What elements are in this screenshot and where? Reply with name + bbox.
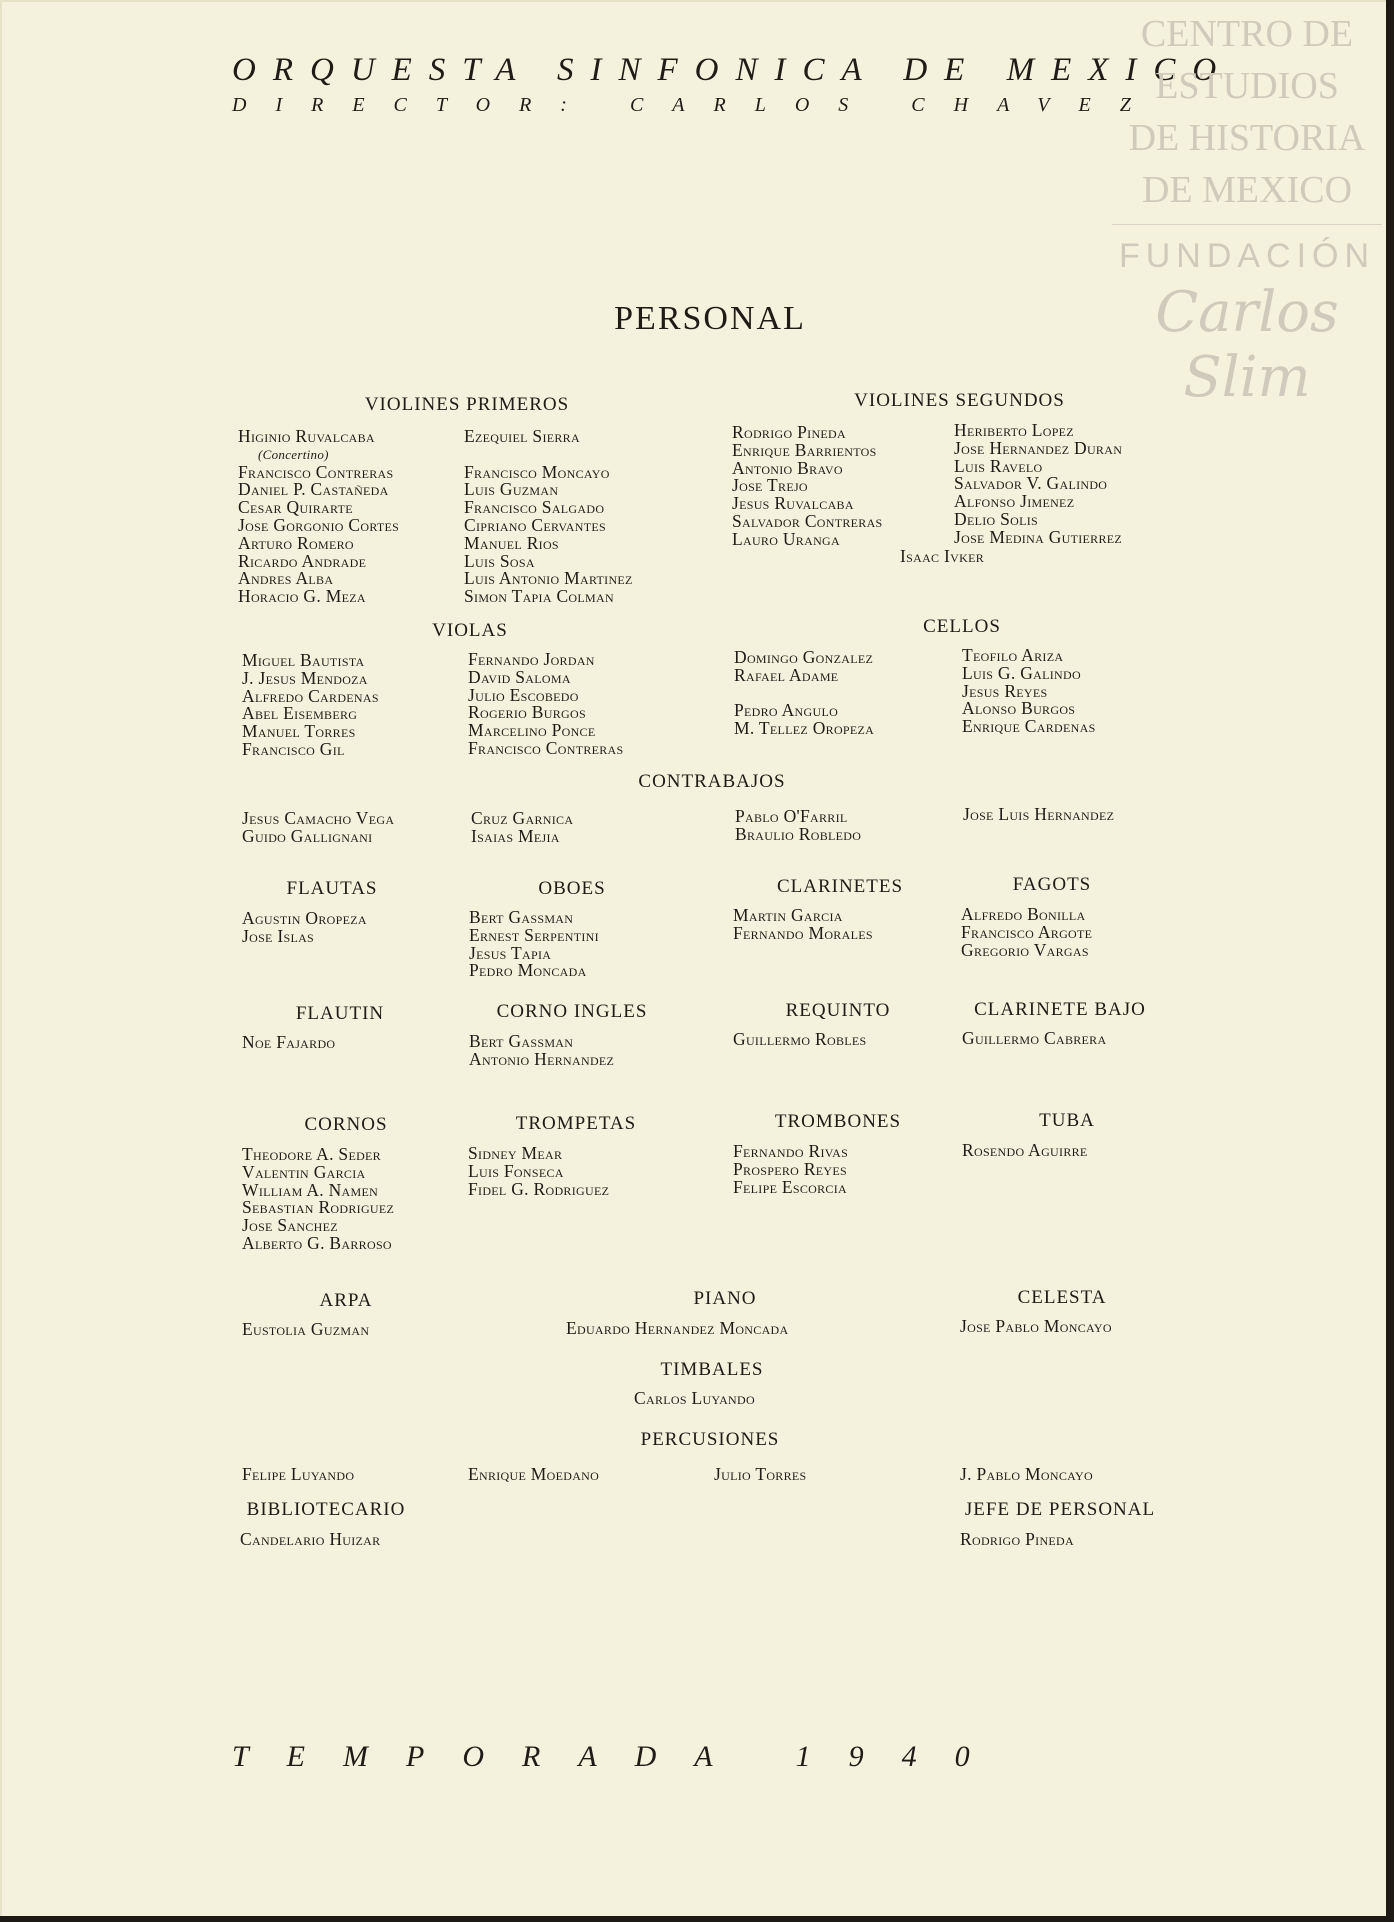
names-list <box>566 1320 788 1338</box>
musician-name: Enrique Cardenas <box>962 716 1096 737</box>
scan-edge-right <box>1386 0 1394 1922</box>
names-list <box>733 1031 866 1049</box>
section-title-violines-segundos: VIOLINES SEGUNDOS <box>854 390 1065 411</box>
musician-name: Jose Sanchez <box>242 1215 338 1236</box>
musician-name: Jose Pablo Moncayo <box>960 1316 1112 1336</box>
names-list <box>963 806 1114 824</box>
musician-name: Cesar Quirarte <box>238 497 353 518</box>
musician-name: Fidel G. Rodriguez <box>468 1178 610 1199</box>
percussion-name: Julio Torres <box>714 1464 807 1484</box>
musician-name: J. Jesus Mendoza <box>242 667 368 688</box>
musician-name: Antonio Hernandez <box>469 1048 615 1069</box>
musician-name: Luis Ravelo <box>954 455 1043 476</box>
section-title-tuba: TUBA <box>1039 1110 1095 1131</box>
musician-name: Braulio Robledo <box>735 823 862 844</box>
names-list <box>238 428 399 606</box>
musician-name: Fernando Jordan <box>468 649 595 669</box>
musician-name: Francisco Contreras <box>468 737 624 758</box>
musician-name: Domingo Gonzalez <box>734 647 874 667</box>
musician-name: Isaias Mejia <box>471 825 560 846</box>
musician-name: Rogerio Burgos <box>468 702 586 723</box>
director-line: DIRECTOR: CARLOS CHAVEZ <box>232 94 1160 116</box>
percussion-name: J. Pablo Moncayo <box>960 1464 1093 1484</box>
section-title-cornos: CORNOS <box>304 1114 388 1135</box>
names-list <box>242 1321 369 1339</box>
section-title-cellos: CELLOS <box>923 616 1001 637</box>
musician-name: Jesus Tapia <box>469 942 552 963</box>
percussion-name: Felipe Luyando <box>242 1464 355 1484</box>
musician-name: Noe Fajardo <box>242 1032 336 1052</box>
musician-name: Francisco Argote <box>961 921 1093 942</box>
names-list <box>732 424 883 549</box>
musician-name: Guillermo Robles <box>733 1029 867 1049</box>
musician-name: Andres Alba <box>238 568 334 589</box>
musician-name: Antonio Bravo <box>732 457 843 478</box>
musician-name: Horacio G. Meza <box>238 586 366 607</box>
musician-name: Pedro Angulo <box>734 700 839 721</box>
watermark-fundacion: FUNDACIÓN <box>1118 237 1376 275</box>
section-title-oboes: OBOES <box>538 878 606 899</box>
names-list <box>242 910 367 946</box>
names-list <box>733 1143 848 1196</box>
musician-name: Rafael Adame <box>734 664 839 685</box>
musician-name: Alfredo Cardenas <box>242 685 379 706</box>
musician-name: Pablo O'Farril <box>735 806 848 826</box>
musician-name: Candelario Huizar <box>240 1529 381 1549</box>
musician-name: Bert Gassman <box>469 1031 574 1051</box>
names-list <box>962 647 1096 736</box>
musician-name: Francisco Moncayo <box>464 461 610 482</box>
names-list <box>242 810 394 846</box>
isaac-ivker: Isaac Ivker <box>900 546 985 566</box>
musician-name: Francisco Salgado <box>464 497 605 518</box>
section-title-violas: VIOLAS <box>432 620 508 641</box>
section-title-fagots: FAGOTS <box>1012 874 1092 895</box>
musician-name: Carlos Luyando <box>634 1388 755 1408</box>
names-list <box>733 907 873 943</box>
musician-name: Guido Gallignani <box>242 825 373 846</box>
section-title-corno-ingles: CORNO INGLES <box>496 1001 648 1022</box>
musician-name: Felipe Escorcia <box>733 1176 847 1197</box>
musician-name: Ricardo Andrade <box>238 550 367 571</box>
musician-name: Alberto G. Barroso <box>242 1232 392 1253</box>
musician-name: Eustolia Guzman <box>242 1319 370 1339</box>
names-list <box>471 810 573 846</box>
section-title-piano: PIANO <box>693 1288 757 1309</box>
musician-name: Jose Hernandez Duran <box>954 437 1123 458</box>
names-list <box>468 651 624 758</box>
musician-name: Luis Sosa <box>464 550 535 571</box>
names-list <box>464 428 633 606</box>
section-title-arpa: ARPA <box>319 1290 373 1311</box>
musician-name: Alfonso Jimenez <box>954 491 1075 512</box>
musician-name: Jose Trejo <box>732 475 808 496</box>
musician-name: Agustin Oropeza <box>242 908 367 928</box>
musician-name: Eduardo Hernandez Moncada <box>566 1318 789 1338</box>
personal-heading: PERSONAL <box>614 300 806 337</box>
section-title-clarinete-bajo: CLARINETE BAJO <box>974 999 1146 1020</box>
musician-name: Luis Antonio Martinez <box>464 568 633 589</box>
section-title-bibliotecario: BIBLIOTECARIO <box>246 1499 406 1520</box>
watermark-line: ESTUDIOS <box>1155 65 1339 107</box>
musician-name: M. Tellez Oropeza <box>734 718 875 739</box>
section-title-flautas: FLAUTAS <box>286 878 378 899</box>
musician-name: Fernando Rivas <box>733 1141 849 1161</box>
watermark-signature: Carlos Slim <box>1155 280 1339 410</box>
musician-name: Theodore A. Seder <box>242 1144 381 1164</box>
musician-name: Martin Garcia <box>733 905 843 925</box>
musician-name: Arturo Romero <box>238 532 354 553</box>
percussion-name: Enrique Moedano <box>468 1464 600 1484</box>
musician-name: Luis G. Galindo <box>962 662 1081 683</box>
names-list <box>960 1318 1112 1336</box>
names-list <box>240 1531 380 1549</box>
names-list <box>468 1145 609 1198</box>
watermark-line: CENTRO DE <box>1140 13 1354 55</box>
musician-name: Alonso Burgos <box>962 698 1076 719</box>
musician-name: Miguel Bautista <box>242 650 365 670</box>
musician-name: Bert Gassman <box>469 907 574 927</box>
names-list <box>962 1142 1088 1160</box>
season-footer: TEMPORADA 1940 <box>232 1740 1008 1773</box>
musician-name: William A. Namen <box>242 1179 379 1200</box>
section-title-requinto: REQUINTO <box>785 1000 891 1021</box>
musician-name: Sidney Mear <box>468 1143 563 1163</box>
musician-name: Simon Tapia Colman <box>464 586 614 607</box>
names-list <box>960 1531 1074 1549</box>
musician-name: Lauro Uranga <box>732 528 840 549</box>
section-title-jefe-de-personal: JEFE DE PERSONAL <box>964 1499 1156 1520</box>
musician-name: Heriberto Lopez <box>954 420 1074 440</box>
musician-name: Fernando Morales <box>733 922 873 943</box>
musician-name: Jesus Camacho Vega <box>242 808 395 828</box>
musician-name: Guillermo Cabrera <box>962 1028 1107 1048</box>
names-list <box>242 652 379 759</box>
section-title-trombones: TROMBONES <box>774 1111 902 1132</box>
section-title-clarinetes: CLARINETES <box>776 876 904 897</box>
watermark-line: DE HISTORIA <box>1128 117 1366 159</box>
musician-name: Salvador V. Galindo <box>954 473 1108 494</box>
musician-name: Rodrigo Pineda <box>732 422 846 442</box>
names-list <box>469 1033 614 1069</box>
section-title-contrabajos: CONTRABAJOS <box>638 771 786 792</box>
musician-name: Cruz Garnica <box>471 808 574 828</box>
section-title-percusiones: PERCUSIONES <box>640 1429 780 1450</box>
names-list <box>961 906 1092 959</box>
musician-name: Pedro Moncada <box>469 960 587 981</box>
section-title-violines-primeros: VIOLINES PRIMEROS <box>364 394 570 415</box>
musician-name: Teofilo Ariza <box>962 645 1064 665</box>
section-title-timbales: TIMBALES <box>660 1359 764 1380</box>
musician-name: Daniel P. Castañeda <box>238 479 389 500</box>
musician-name: Luis Guzman <box>464 479 559 500</box>
musician-name: Sebastian Rodriguez <box>242 1197 395 1218</box>
watermark <box>1112 8 1382 410</box>
musician-name: Gregorio Vargas <box>961 939 1089 960</box>
section-title-celesta: CELESTA <box>1017 1287 1107 1308</box>
musician-name: Valentin Garcia <box>242 1161 366 1182</box>
names-list <box>242 1146 394 1253</box>
musician-name: Luis Fonseca <box>468 1160 564 1181</box>
musician-name: Jose Luis Hernandez <box>963 804 1115 824</box>
musician-name: Francisco Gil <box>242 738 345 759</box>
musician-name: Manuel Rios <box>464 532 559 553</box>
names-list <box>469 909 599 980</box>
musician-name: David Saloma <box>468 666 571 687</box>
musician-name: Jesus Ruvalcaba <box>732 493 854 514</box>
musician-name: Prospero Reyes <box>733 1158 847 1179</box>
musician-name: Enrique Barrientos <box>732 439 877 460</box>
names-list <box>734 649 874 738</box>
watermark-line: DE MEXICO <box>1141 169 1353 211</box>
watermark-divider <box>1112 224 1382 225</box>
section-title-flautin: FLAUTIN <box>295 1003 385 1024</box>
names-list <box>634 1390 755 1408</box>
names-list <box>735 808 861 844</box>
names-list <box>954 422 1122 547</box>
section-title-trompetas: TROMPETAS <box>515 1113 637 1134</box>
musician-name: Delio Solis <box>954 508 1039 529</box>
musician-name: Abel Eisemberg <box>242 703 358 724</box>
musician-name: Ernest Serpentini <box>469 924 599 945</box>
musician-name: Rodrigo Pineda <box>960 1529 1074 1549</box>
scan-edge-bottom <box>0 1916 1394 1922</box>
musician-name: Cipriano Cervantes <box>464 514 606 535</box>
musician-name: Ezequiel Sierra <box>464 426 580 446</box>
orchestra-title: ORQUESTA SINFONICA DE MEXICO <box>232 52 1234 88</box>
musician-name: Salvador Contreras <box>732 510 883 531</box>
musician-name: Alfredo Bonilla <box>961 904 1086 924</box>
names-list <box>242 1034 335 1052</box>
musician-name: Jesus Reyes <box>962 680 1048 701</box>
musician-name: Marcelino Ponce <box>468 720 596 741</box>
musician-name: Higinio Ruvalcaba <box>238 426 375 446</box>
musician-name: Jose Islas <box>242 925 315 946</box>
musician-name <box>464 446 633 464</box>
musician-name: Jose Medina Gutierrez <box>954 526 1123 547</box>
musician-name: Manuel Torres <box>242 721 356 742</box>
musician-name: Jose Gorgonio Cortes <box>238 514 400 535</box>
names-list <box>962 1030 1106 1048</box>
musician-name: Rosendo Aguirre <box>962 1140 1088 1160</box>
musician-name: Julio Escobedo <box>468 684 579 705</box>
musician-name: Francisco Contreras <box>238 461 394 482</box>
musician-name: (Concertino) <box>258 446 329 462</box>
